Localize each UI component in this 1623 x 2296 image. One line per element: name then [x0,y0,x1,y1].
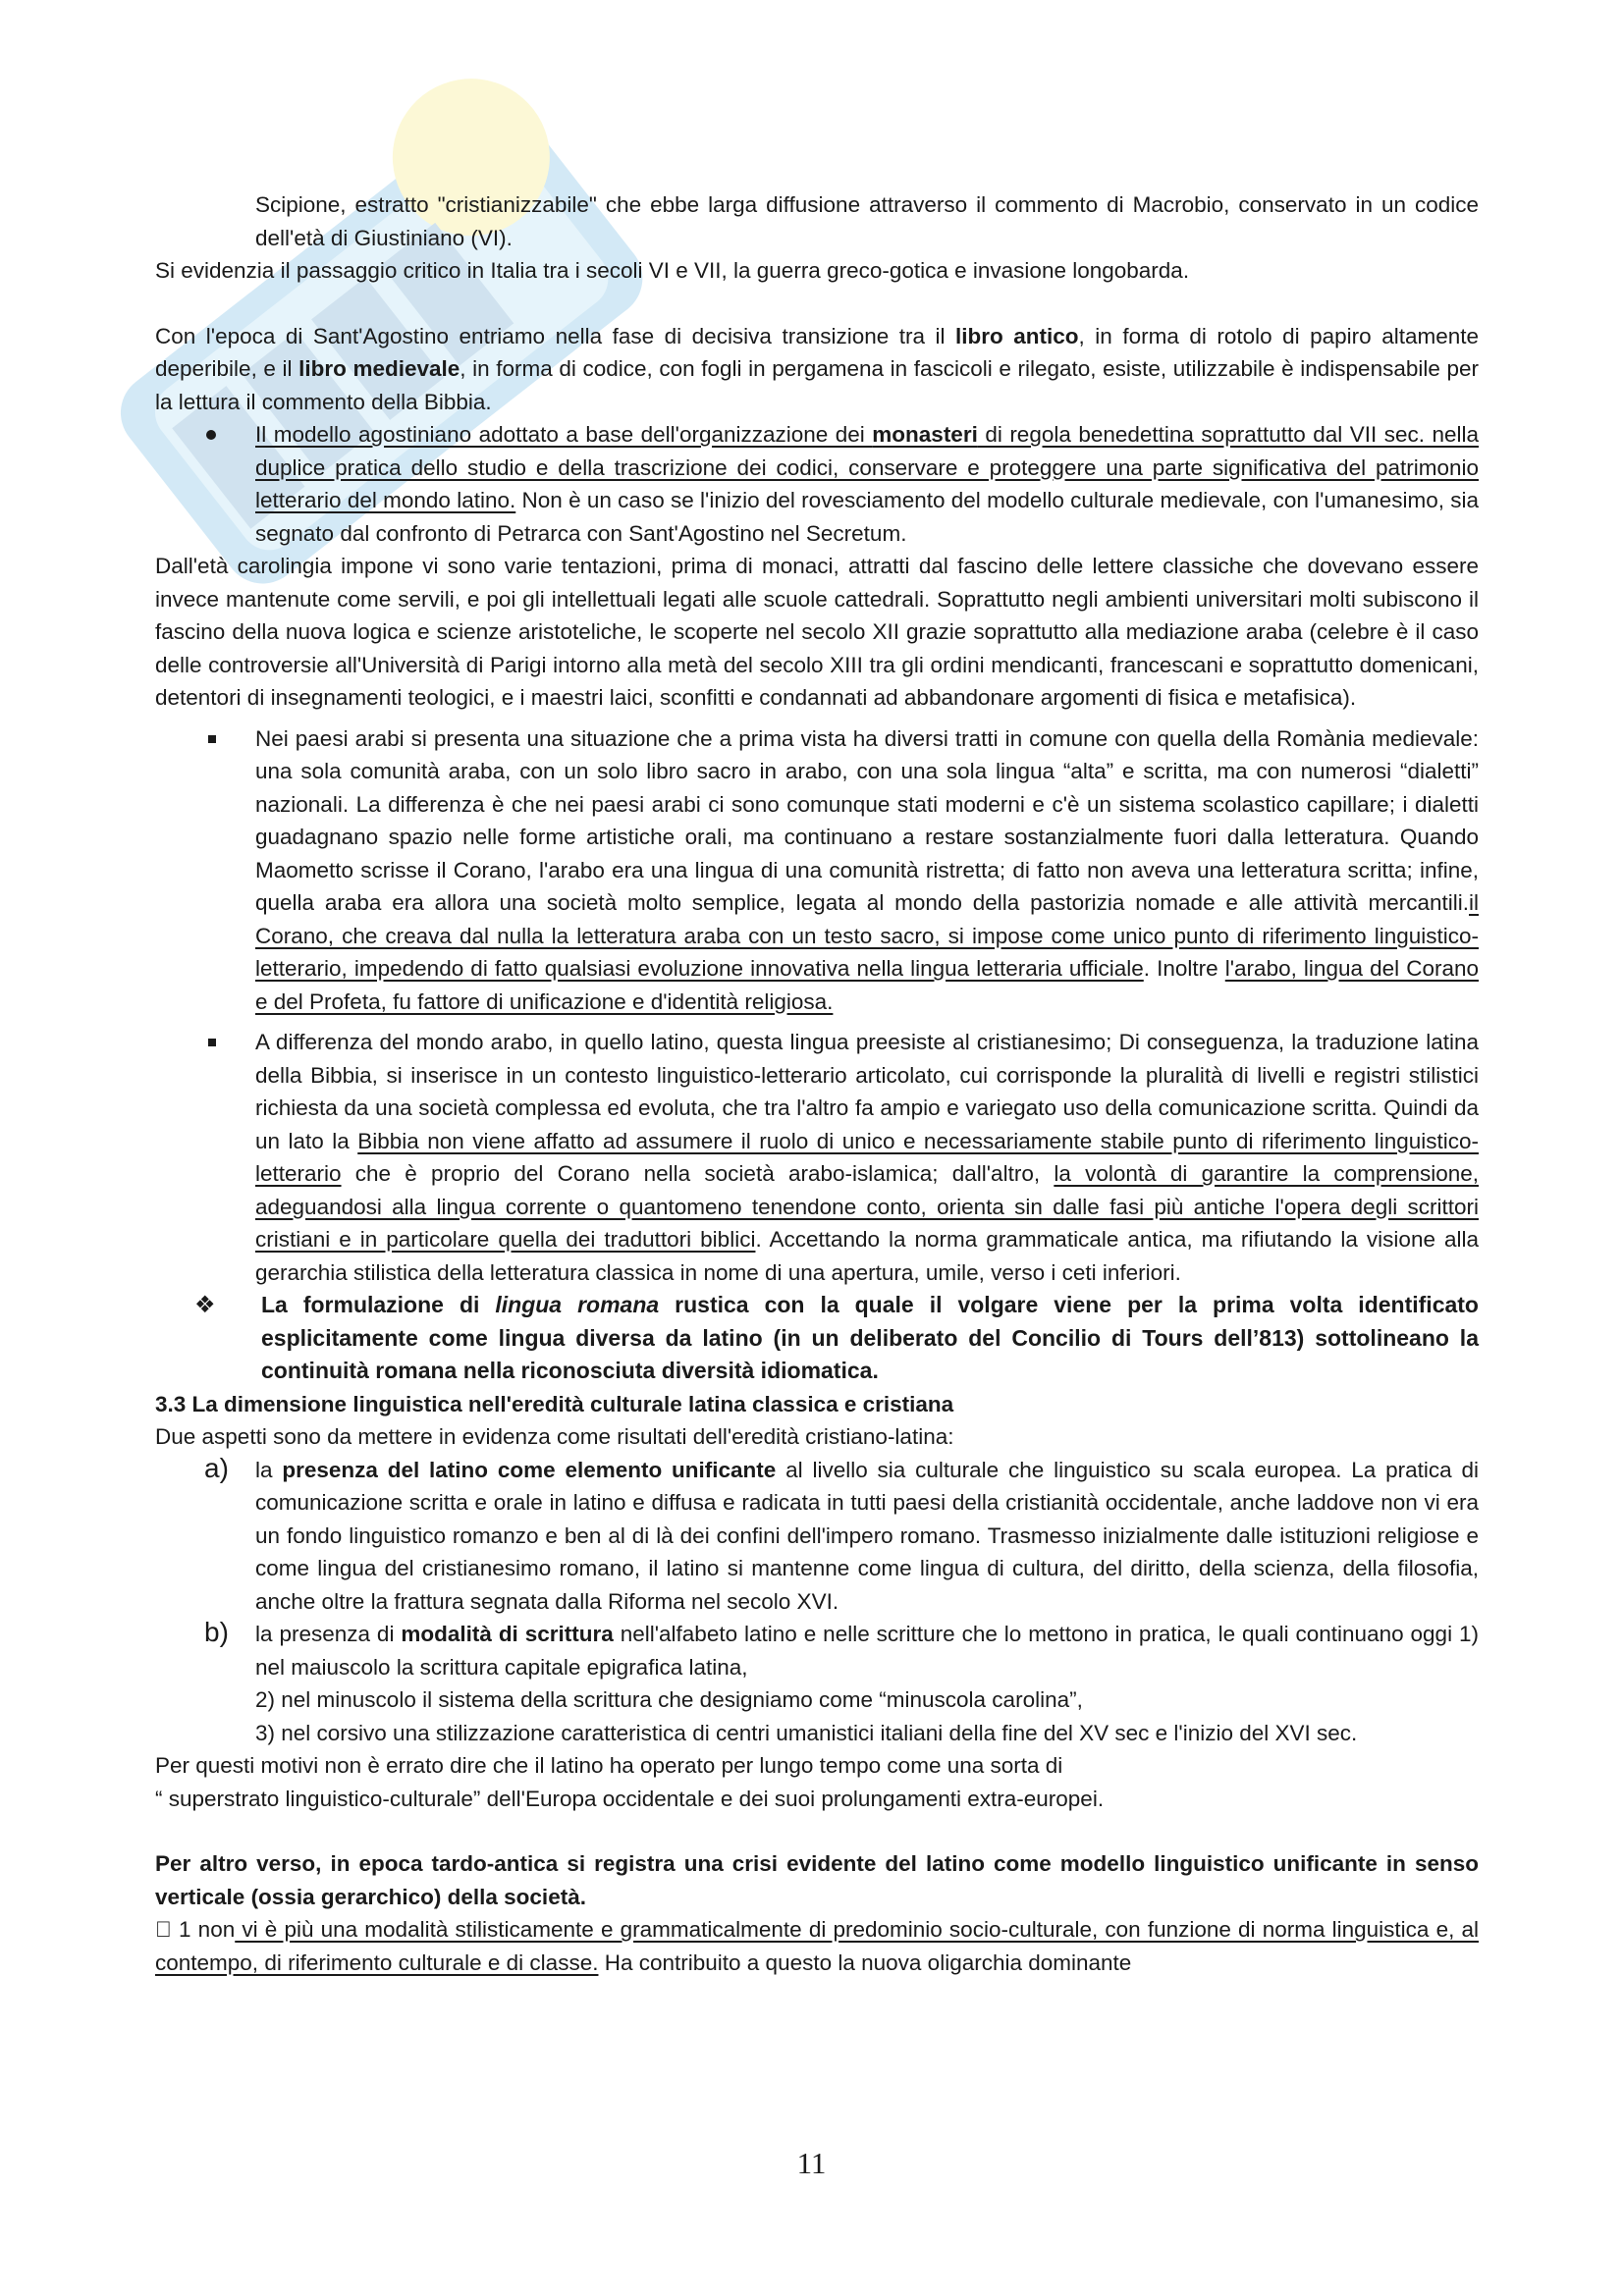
section-title: 3.3 La dimensione linguistica nell'eredità culturale latina classica e cristiana [155,1391,954,1416]
four-diamond-icon: ❖ [194,1291,216,1318]
list-marker-a: a) [204,1452,229,1483]
paragraph-due-aspetti: Due aspetti sono da mettere in evidenza come risultati dell'eredità cristiano-latina: [155,1424,954,1449]
page-number: 11 [796,2146,827,2180]
arrow-glyph [155,1917,172,1942]
list-marker-b: b) [204,1617,229,1647]
paragraph-motivi-line2: “ superstrato linguistico-culturale” dell'Europa occidentale e dei suoi prolungamenti extra-europei. [155,1786,1105,1811]
document-body [155,188,1479,1979]
paragraph-continuation: Scipione, estratto "cristianizzabile" che ebbe larga diffusione attraverso il commento di Macrobio, conservato in un codice dell'età di Giustiniano (VI). [255,192,1479,250]
paragraph-carolingia: Dall'età carolingia impone vi sono varie tentazioni, prima di monaci, attratti dal fascino delle lettere classiche che dovevano essere invece mantenute come servili, e poi gli intellettuali legati alle scuole cattedrali. Soprattutto negli ambienti universitari molti subiscono il fascino della nuova logica e scienze aristoteliche, le scoperte nel secolo XII grazie soprattutto alla mediazione araba (celebre è il caso delle controversie all'Università di Parigi intorno alla metà del secolo XIII tra gli ordini mendicanti, francescani e soprattutto domenicani, detentori di insegnamenti teologici, e i maestri laici, sconfitti e condannati ad abbandonare argomenti di fisica e metafisica). [155,554,1479,710]
paragraph-last: 1 non vi è più una modalità stilisticamente e grammaticalmente di predominio socio-culturale, con funzione di norma linguistica e, al contempo, di riferimento culturale e di classe. Ha contribuito a questo la nuova oligarchia dominante [155,1917,1479,1975]
square-bullet-icon [208,735,216,743]
list-item-b: b) la presenza di modalità di scrittura nell'alfabeto latino e nelle scritture che lo mettono in pratica, le quali continuano oggi 1) nel maiuscolo la scrittura capitale epigrafica latina, 2) nel minuscolo il sistema della scrittura che designiamo come “minuscola carolina”, 3) nel corsivo una stilizzazione caratteristica di centri umanistici italiani della fine del XV sec e l'inizio del XVI sec. [204,1617,1480,1745]
paragraph-passaggio: Si evidenzia il passaggio critico in Italia tra i secoli VI e VII, la guerra greco-gotica e invasione longobarda. [155,258,1190,283]
square-bullet-icon [208,1039,216,1046]
bullet-item-monasteri: Il modello agostiniano adottato a base dell'organizzazione dei monasteri di regola benedettina soprattutto dal VII sec. nella duplice pratica dello studio e della trascrizione dei codici, conservare e proteggere una parte significativa del patrimonio letterario del mondo latino. Non è un caso se l'inizio del rovesciamento del modello culturale medievale, con l'umanesimo, sia segnato dal confronto di Petrarca con Sant'Agostino nel Secretum. [155,418,1479,550]
square-bullet-item-arabi: Nei paesi arabi si presenta una situazione che a prima vista ha diversi tratti in comune con quella della Romània medievale: una sola comunità araba, con un solo libro sacro in arabo, con una sola lingua “alta” e scritta, ma con numerosi “dialetti” nazionali. La differenza è che nei paesi arabi ci sono comunque stati moderni e c'è un sistema scolastico capillare; i dialetti guadagnano spazio nelle forme artistiche orali, ma continuano a restare sostanzialmente fuori dalla letteratura. Quando Maometto scrisse il Corano, l'arabo era una lingua di una comunità ristretta; di fatto non aveva una letteratura scritta; infine, quella araba era allora una società molto semplice, legata al mondo della pastorizia nomade e alle attività mercantili.il Corano, che creava dal nulla la letteratura araba con un testo sacro, si impose come unico punto di riferimento linguistico-letterario, impedendo di fatto qualsiasi evoluzione innovativa nella lingua letteraria ufficiale. Inoltre l'arabo, lingua del Corano e del Profeta, fu fattore di unificazione e d'identità religiosa. [155,722,1479,1019]
paragraph-motivi-line1: Per questi motivi non è errato dire che il latino ha operato per lungo tempo come una sorta di [155,1753,1063,1778]
paragraph-tardo-antica: Per altro verso, in epoca tardo-antica si registra una crisi evidente del latino come modello linguistico unificante in senso verticale (ossia gerarchico) della società. [155,1851,1479,1909]
bullet-dot-icon [206,430,216,440]
square-bullet-item-latino: A differenza del mondo arabo, in quello latino, questa lingua preesiste al cristianesimo; Di conseguenza, la traduzione latina della Bibbia, si inserisce in un contesto linguistico-letterario articolato, cui corrisponde la pluralità di livelli e registri stilistici richiesta da una società complessa ed evoluta, che tra l'altro fa ampio e variegato uso della comunicazione scritta. Quindi da un lato la Bibbia non viene affatto ad assumere il ruolo di unico e necessariamente stabile punto di riferimento linguistico-letterario che è proprio del Corano nella società arabo-islamica; dall'altro, la volontà di garantire la comprensione, adeguandosi alla lingua corrente o quantomeno tenendone conto, orienta sin dalle fasi più antiche l'opera degli scrittori cristiani e in particolare quella dei traduttori biblici. Accettando la norma grammaticale antica, ma rifiutando la visione alla gerarchia stilistica della letteratura classica in nome di una apertura, umile, verso i ceti inferiori. [155,1026,1479,1289]
paragraph-agostino: Con l'epoca di Sant'Agostino entriamo nella fase di decisiva transizione tra il libro antico, in forma di rotolo di papiro altamente deperibile, e il libro medievale, in forma di codice, con fogli in pergamena in fascicoli e rilegato, esiste, utilizzabile è indispensabile per la lettura il commento della Bibbia. [155,323,1480,414]
list-item-a: a) la presenza del latino come elemento unificante al livello sia culturale che linguistico su scala europea. La pratica di comunicazione scritta e orale in latino e diffusa e radicata in tutti paesi della cristianità occidentale, anche laddove non vi era un fondo linguistico romanzo e ben al di là dei confini dell'impero romano. Trasmesso inizialmente dalle istituzioni religiose e come lingua del cristianesimo romano, il latino si mantenne come lingua di cultura, del diritto, della scienza, della filosofia, anche oltre la frattura segnata dalla Riforma nel secolo XVI. [204,1452,1480,1614]
diamond-bullet-item-lingua-romana: ❖ La formulazione di lingua romana rustica con la quale il volgare viene per la prima volta identificato esplicitamente come lingua diversa da latino (in un deliberato del Concilio di Tours dell’813) sottolineano la continuità romana nella riconosciuta diversità idiomatica. [194,1291,1479,1383]
